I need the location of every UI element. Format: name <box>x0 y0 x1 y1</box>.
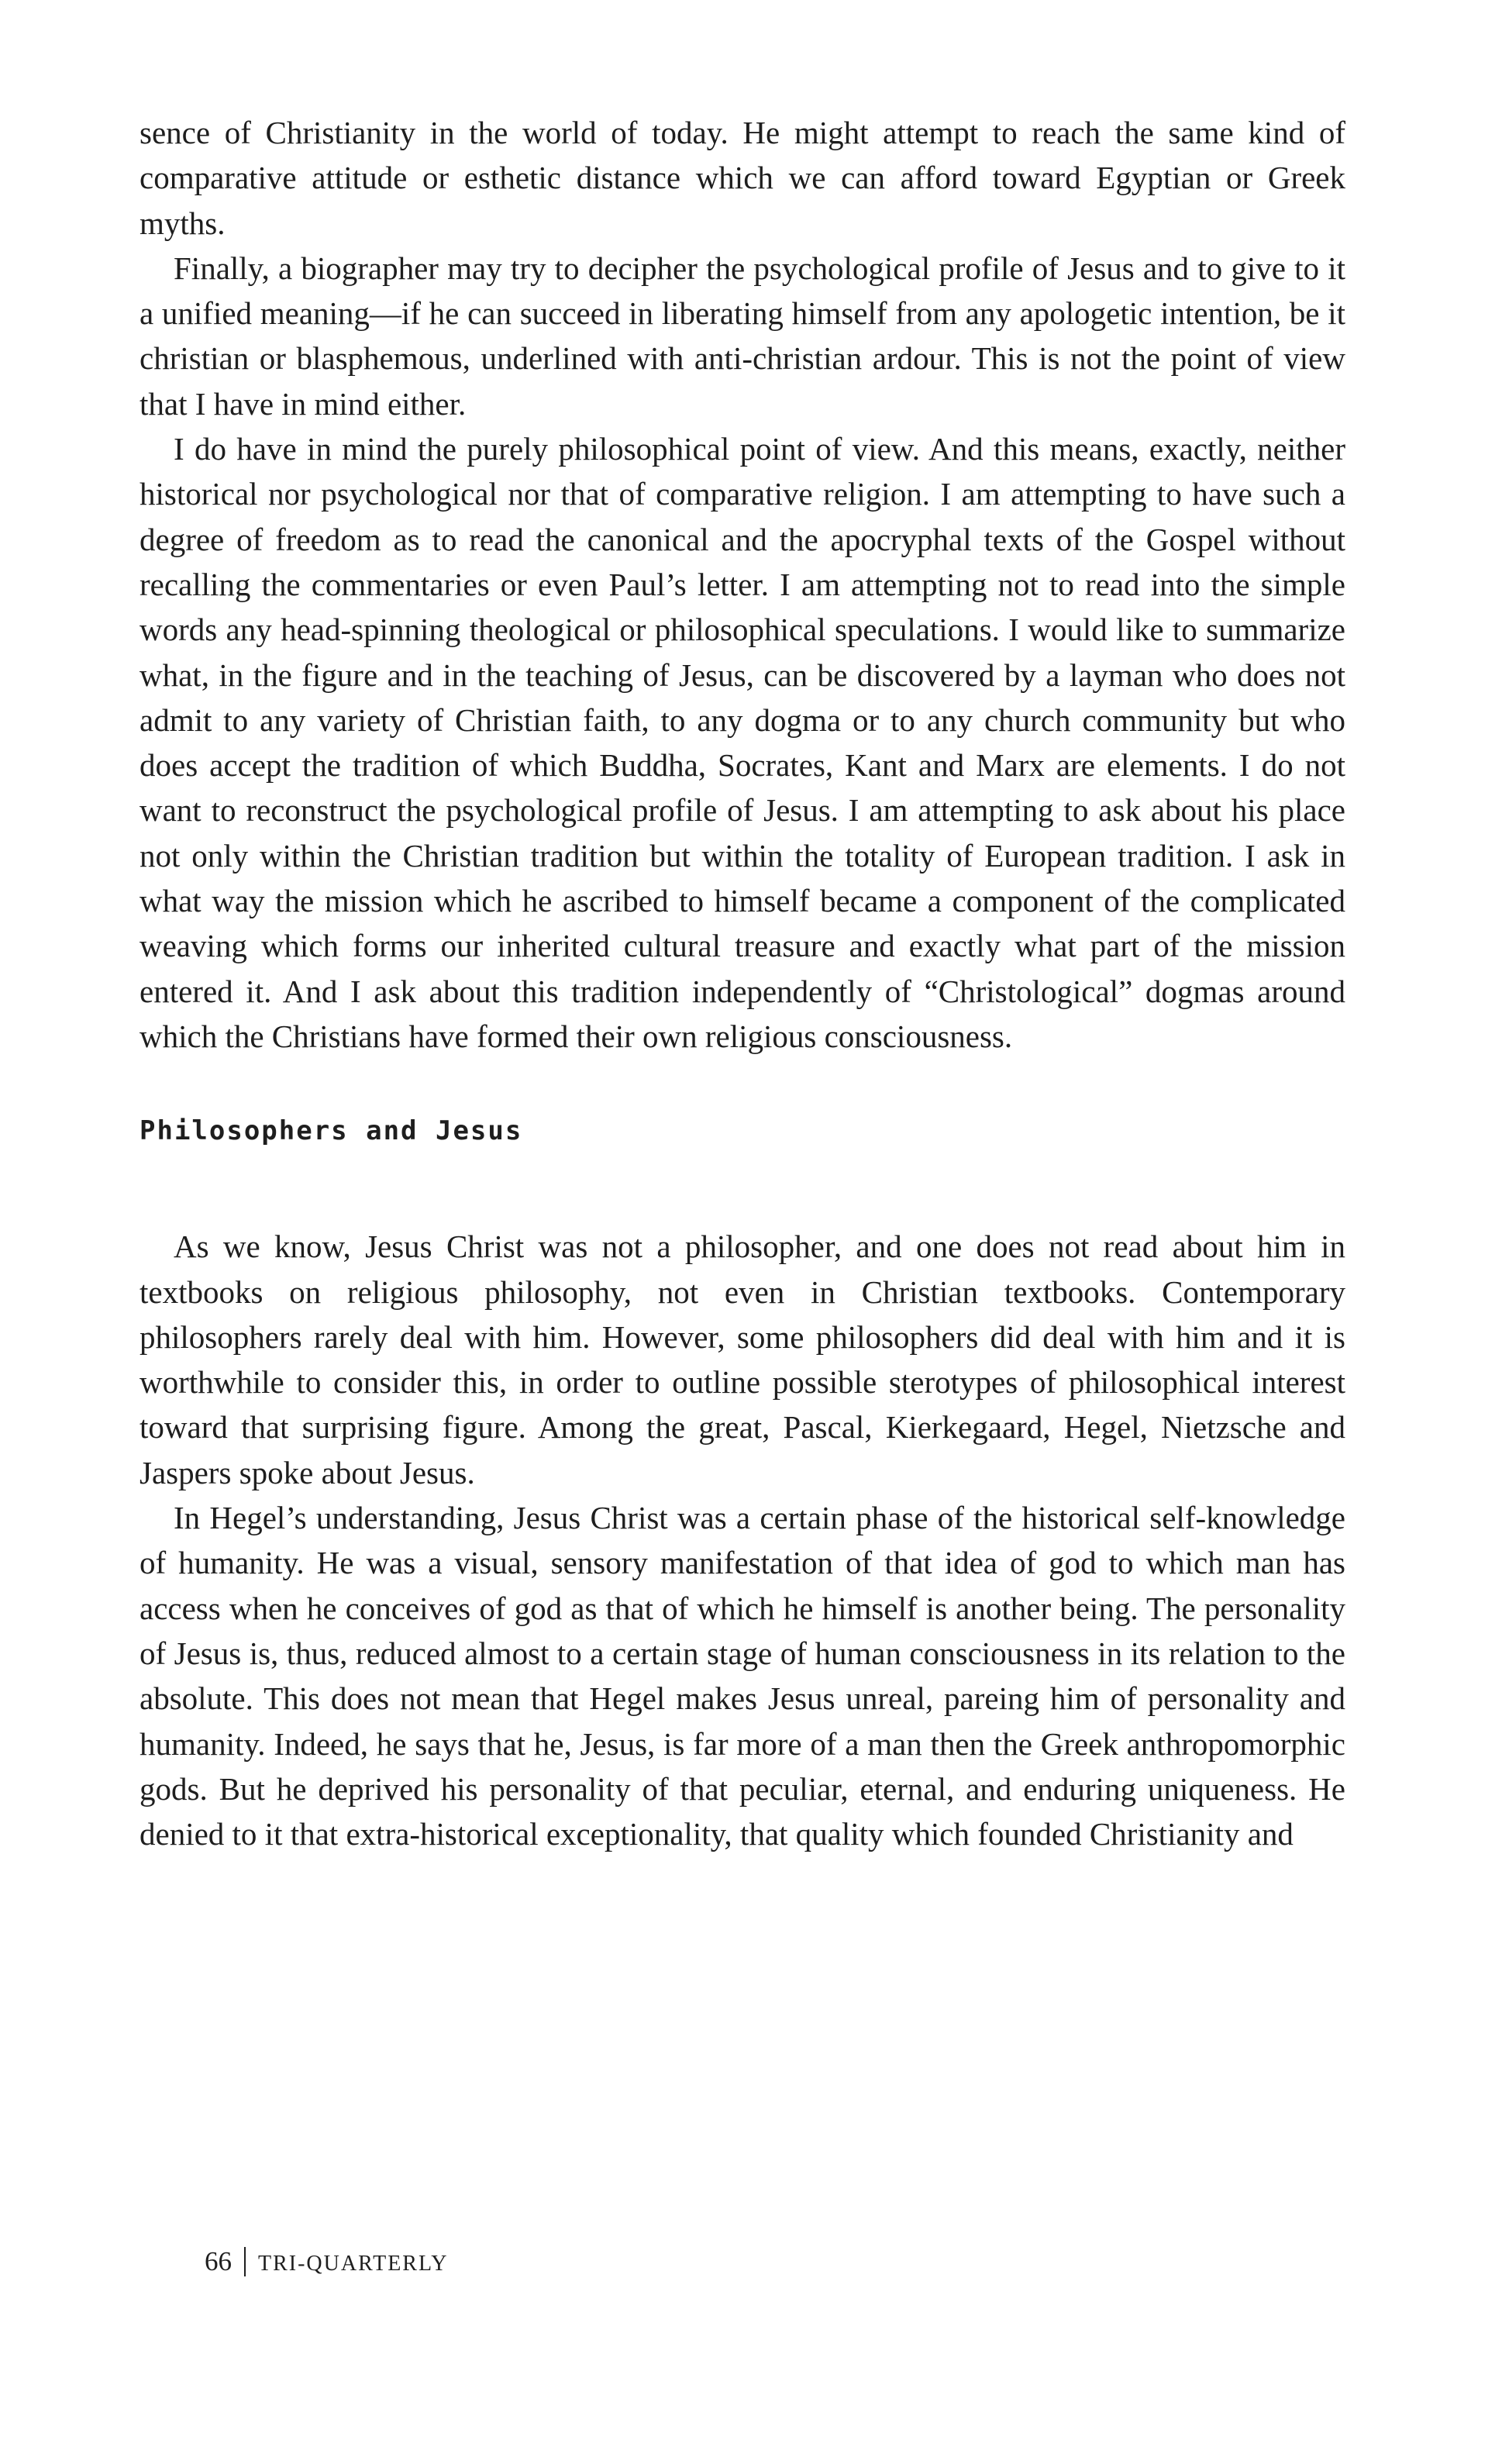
paragraph: I do have in mind the purely philosophical point of view. And this means, exactly, neither historical nor psychological nor that of comparative religion. I am attempting to have such a degree of freedom as to read the canonical and the apocryphal texts of the Gospel without recalling the commentaries or even Paul’s letter. I am attempting not to read into the simple words any head-spinning theological or philosophical speculations. I would like to summarize what, in the figure and in the teaching of Jesus, can be discovered by a layman who does not admit to any variety of Christian faith, to any dogma or to any church community but who does accept the tradition of which Buddha, Socrates, Kant and Marx are elements. I do not want to reconstruct the psychological profile of Jesus. I am attempting to ask about his place not only within the Christian tradition but within the totality of European tradition. I ask in what way the mission which he ascribed to himself became a component of the complicated weaving which forms our inherited cultural treasure and exactly what part of the mission entered it. And I ask about this tradition independently of “Christological” dogmas around which the Christians have formed their own religious consciousness. <box>140 431 1345 1054</box>
footer-divider <box>244 2247 246 2276</box>
page-footer <box>205 2246 449 2280</box>
journal-name: TRI-QUARTERLY <box>258 2252 449 2276</box>
page-body <box>140 110 1345 1856</box>
section-heading: Philosophers and Jesus <box>140 1115 523 1147</box>
paragraph: In Hegel’s understanding, Jesus Christ was a certain phase of the historical self-knowledge of humanity. He was a visual, sensory manifestation of that idea of god to which man has access when he conceives of god as that of which he himself is another being. The personality of Jesus is, thus, reduced almost to a certain stage of human consciousness in its relation to the absolute. This does not mean that Hegel makes Jesus unreal, pareing him of personality and humanity. Indeed, he says that he, Jesus, is far more of a man then the Greek anthropomorphic gods. But he deprived his personality of that peculiar, eternal, and enduring uniqueness. He denied to it that extra-historical exceptionality, that quality which founded Christianity and <box>140 1500 1345 1852</box>
page-number: 66 <box>205 2246 232 2276</box>
paragraph: As we know, Jesus Christ was not a philosopher, and one does not read about him in textbooks on religious philosophy, not even in Christian textbooks. Contemporary philosophers rarely deal with him. However, some philosophers did deal with him and it is worthwhile to consider this, in order to outline possible sterotypes of philosophical interest toward that surprising figure. Among the great, Pascal, Kierkegaard, Hegel, Nietzsche and Jaspers spoke about Jesus. <box>140 1229 1345 1490</box>
paragraph: Finally, a biographer may try to decipher the psychological profile of Jesus and to give to it a unified meaning—if he can succeed in liberating himself from any apologetic intention, be it christian or blasphemous, underlined with anti-christian ardour. This is not the point of view that I have in mind either. <box>140 250 1345 422</box>
paragraph: sence of Christianity in the world of today. He might attempt to reach the same kind of comparative attitude or esthetic distance which we can afford toward Egyptian or Greek myths. <box>140 115 1345 241</box>
